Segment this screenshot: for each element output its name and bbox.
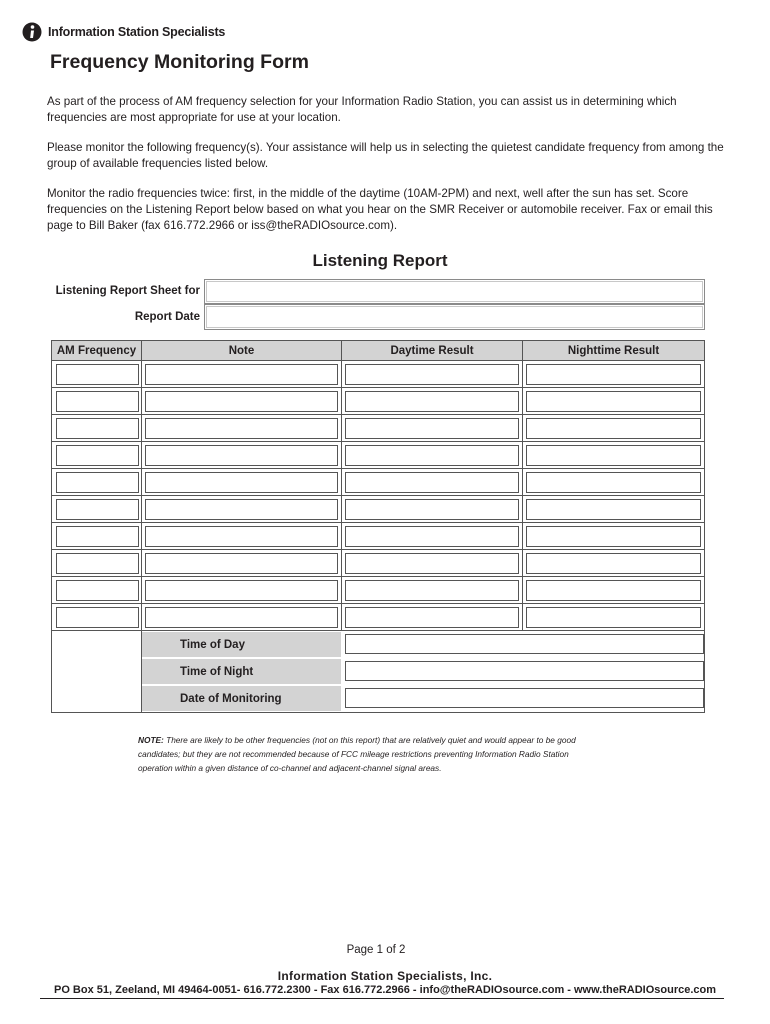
page-title: Frequency Monitoring Form <box>50 51 309 73</box>
daytime-result-input[interactable] <box>345 445 519 466</box>
daytime-result-input[interactable] <box>345 364 519 385</box>
note-input[interactable] <box>145 526 338 547</box>
column-divider <box>341 341 342 631</box>
nighttime-result-input[interactable] <box>526 472 701 493</box>
daytime-result-input[interactable] <box>345 472 519 493</box>
footer-contact: PO Box 51, Zeeland, MI 49464-0051- 616.772.2300 - Fax 616.772.2966 - info@theRADIOsource.com - www.theRADIOsource.com <box>53 984 717 996</box>
time-of-night-input[interactable] <box>345 661 704 681</box>
am-frequency-input[interactable] <box>56 607 139 628</box>
note-input[interactable] <box>145 472 338 493</box>
nighttime-result-input[interactable] <box>526 580 701 601</box>
info-i-icon <box>22 22 42 42</box>
daytime-result-input[interactable] <box>345 499 519 520</box>
logo-text: Information Station Specialists <box>48 25 226 39</box>
column-divider <box>522 341 523 631</box>
intro-paragraph-1: As part of the process of AM frequency selection for your Information Radio Station, you can assist us in determining which frequencies are most appropriate for use at your location. <box>47 95 677 124</box>
page-number: Page 1 of 2 <box>346 944 406 956</box>
note-input[interactable] <box>145 364 338 385</box>
date-of-monitoring-input[interactable] <box>345 688 704 708</box>
nighttime-result-input[interactable] <box>526 445 701 466</box>
am-frequency-input[interactable] <box>56 445 139 466</box>
column-divider <box>141 341 142 713</box>
row-divider <box>52 468 704 469</box>
note-prefix: NOTE: <box>138 735 164 745</box>
report-date-label: Report Date <box>134 311 200 323</box>
am-frequency-input[interactable] <box>56 526 139 547</box>
date-of-monitoring-label: Date of Monitoring <box>142 686 341 711</box>
header-divider <box>52 360 704 361</box>
row-divider <box>52 576 704 577</box>
note-input[interactable] <box>145 553 338 574</box>
nighttime-result-input[interactable] <box>526 526 701 547</box>
nighttime-result-input[interactable] <box>526 364 701 385</box>
daytime-result-input[interactable] <box>345 526 519 547</box>
note-input[interactable] <box>145 445 338 466</box>
logo <box>22 22 225 42</box>
column-header-daytime-result: Daytime Result <box>342 341 522 360</box>
sheet-for-input[interactable] <box>204 279 705 304</box>
am-frequency-input[interactable] <box>56 553 139 574</box>
time-of-day-input[interactable] <box>345 634 704 654</box>
intro-paragraph-3: Monitor the radio frequencies twice: first, in the middle of the daytime (10AM-2PM) and next, well after the sun has set. Score frequencies on the Listening Report below based on what you hear on the SMR Receiver or automobile receiver. Fax or email this page to Bill Baker (fax 616.772.2966 or iss@theRADIOsource.com). <box>47 187 713 232</box>
daytime-result-input[interactable] <box>345 418 519 439</box>
note-input[interactable] <box>145 607 338 628</box>
nighttime-result-input[interactable] <box>526 499 701 520</box>
intro-paragraph-2: Please monitor the following frequency(s). Your assistance will help us in selecting the quietest candidate frequency from among the group of available frequencies listed below. <box>47 141 724 170</box>
am-frequency-input[interactable] <box>56 391 139 412</box>
nighttime-result-input[interactable] <box>526 607 701 628</box>
am-frequency-input[interactable] <box>56 418 139 439</box>
sheet-for-label: Listening Report Sheet for <box>55 285 200 297</box>
column-header-am-frequency: AM Frequency <box>52 341 141 360</box>
daytime-result-input[interactable] <box>345 553 519 574</box>
am-frequency-input[interactable] <box>56 499 139 520</box>
column-header-nighttime-result: Nighttime Result <box>523 341 704 360</box>
row-divider <box>52 387 704 388</box>
note-input[interactable] <box>145 391 338 412</box>
note-input[interactable] <box>145 418 338 439</box>
report-date-input[interactable] <box>204 304 705 330</box>
nighttime-result-input[interactable] <box>526 553 701 574</box>
daytime-result-input[interactable] <box>345 580 519 601</box>
footer-divider <box>40 998 724 999</box>
note-body: There are likely to be other frequencies (not on this report) that are relatively quiet and would appear to be good candidates; but they are not recommended because of FCC mileage restrictions preventing Information Radio Station operation within a given distance of co-channel and adjacent-channel signal areas. <box>138 735 576 773</box>
am-frequency-input[interactable] <box>56 364 139 385</box>
am-frequency-input[interactable] <box>56 580 139 601</box>
row-divider <box>52 495 704 496</box>
column-header-note: Note <box>142 341 341 360</box>
footer-company: Information Station Specialists, Inc. <box>277 969 493 983</box>
row-divider <box>52 522 704 523</box>
row-divider <box>52 441 704 442</box>
time-of-day-label: Time of Day <box>142 632 341 657</box>
row-divider <box>52 630 704 631</box>
daytime-result-input[interactable] <box>345 391 519 412</box>
listening-report-title: Listening Report <box>312 251 448 270</box>
row-divider <box>52 549 704 550</box>
note-text <box>138 733 603 775</box>
note-input[interactable] <box>145 499 338 520</box>
row-divider <box>52 603 704 604</box>
time-of-night-label: Time of Night <box>142 659 341 684</box>
row-divider <box>52 414 704 415</box>
am-frequency-input[interactable] <box>56 472 139 493</box>
nighttime-result-input[interactable] <box>526 418 701 439</box>
note-input[interactable] <box>145 580 338 601</box>
daytime-result-input[interactable] <box>345 607 519 628</box>
nighttime-result-input[interactable] <box>526 391 701 412</box>
